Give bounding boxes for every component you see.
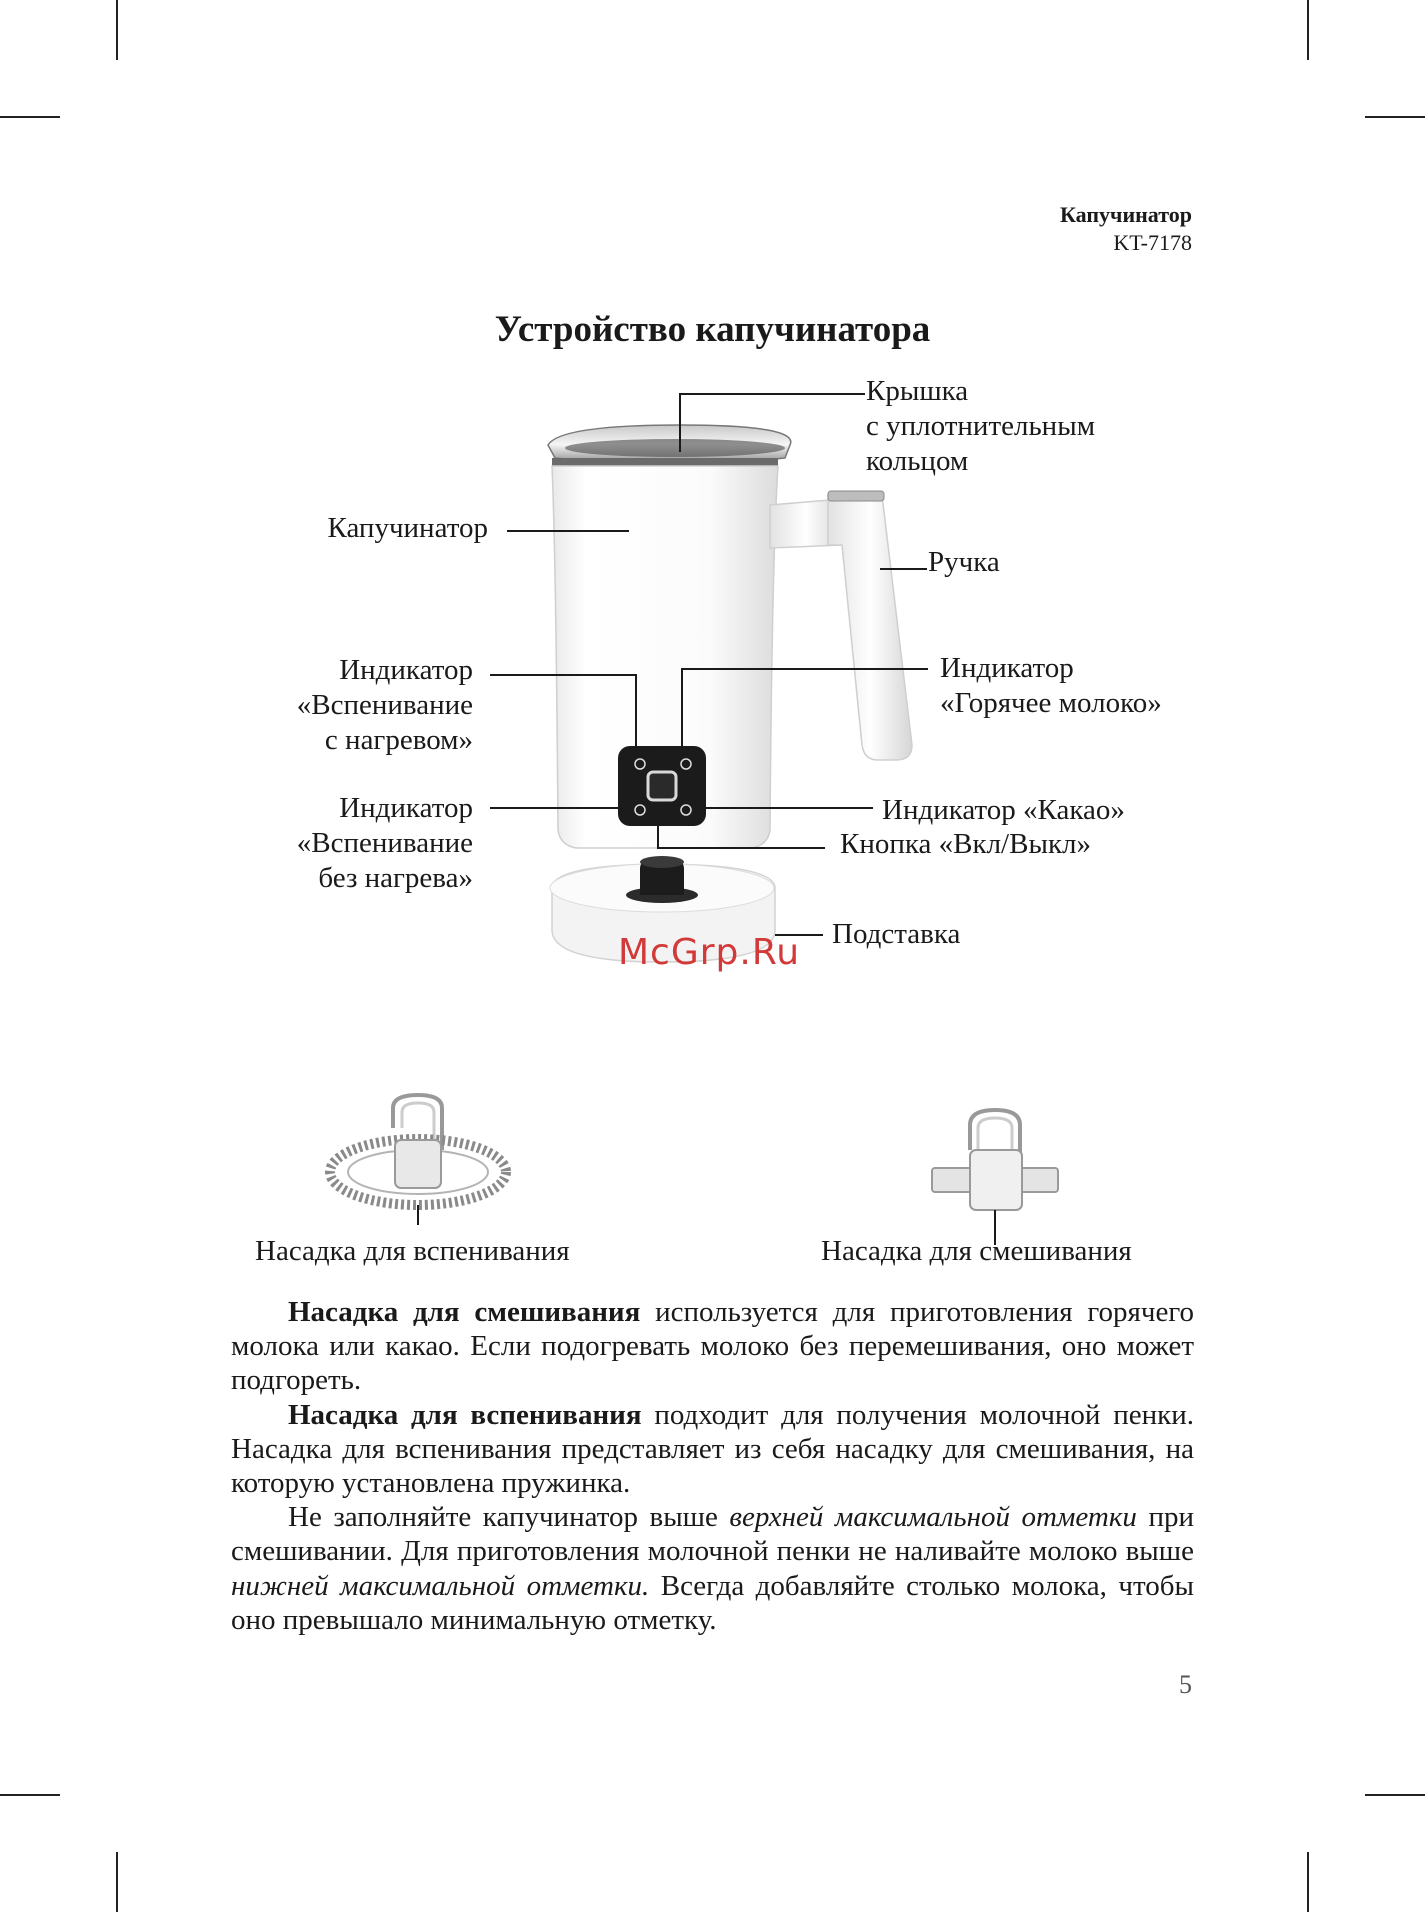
handle — [770, 491, 912, 760]
control-panel — [618, 746, 706, 826]
label-froth-heat-line-1: Индикатор — [339, 654, 473, 686]
label-froth-heat — [297, 653, 473, 758]
label-froth-cold-line-3: без нагрева» — [318, 862, 473, 894]
label-body: Капучинатор — [327, 512, 488, 544]
header-product: Капучинатор — [1060, 202, 1192, 227]
label-handle: Ручка — [928, 546, 1000, 578]
warning-lower-mark: нижней максимальной отметки. — [231, 1569, 650, 1602]
paragraph-frothing-text: подходит для получения молочной пенки. Насадка для вспенивания представляет из себя насадку для смешивания, на которую установлена пружинка. — [231, 1398, 1194, 1500]
label-power: Кнопка «Вкл/Выкл» — [840, 828, 1092, 860]
label-hot-milk-line-1: Индикатор — [940, 652, 1074, 684]
label-lid-line-1: Крышка — [866, 375, 969, 407]
page-title: Устройство капучинатора — [494, 309, 931, 350]
lid — [548, 425, 791, 466]
warning-upper-mark: верхней максимальной отметки — [729, 1501, 1137, 1534]
label-froth-cold-line-2: «Вспенивание — [296, 827, 473, 859]
watermark: McGrp.Ru — [618, 932, 801, 973]
header-model: KT-7178 — [1113, 230, 1192, 255]
paragraph-frothing — [231, 1398, 1194, 1501]
frothing-whisk-image — [330, 1095, 506, 1225]
label-lid-line-3: кольцом — [866, 445, 969, 477]
paragraph-fill-warning — [231, 1500, 1194, 1637]
paragraph-mixing-term: Насадка для смешивания — [288, 1296, 641, 1328]
paragraph-frothing-term: Насадка для вспенивания — [288, 1398, 642, 1431]
page-number: 5 — [1179, 1670, 1192, 1699]
label-cocoa: Индикатор «Какао» — [882, 794, 1125, 826]
paragraph-mixing-text: используется для приготовления горячего молока или какао. Если подогревать молоко без перемешивания, оно может подгореть. — [231, 1296, 1194, 1397]
warning-text-b: при смешивании. Для приготовления молочной пенки не наливайте молоко выше — [231, 1501, 1194, 1568]
label-lid-line-2: с уплотнительным — [866, 410, 1096, 442]
body-text — [231, 1295, 1194, 1637]
label-froth-cold — [297, 791, 473, 896]
caption-mixing: Насадка для смешивания — [821, 1235, 1132, 1267]
label-hot-milk-line-2: «Горячее молоко» — [940, 687, 1162, 719]
warning-text-c: Всегда добавляйте столько молока, чтобы оно превышало минимальную отметку. — [231, 1569, 1194, 1636]
label-froth-heat-line-3: с нагревом» — [324, 724, 473, 756]
label-hot-milk — [940, 651, 1162, 721]
label-froth-heat-line-2: «Вспенивание — [296, 689, 473, 721]
paragraph-mixing — [231, 1295, 1194, 1398]
label-lid — [866, 374, 1095, 479]
mixing-attachment-image — [932, 1110, 1058, 1245]
label-froth-cold-line-1: Индикатор — [339, 792, 473, 824]
caption-frothing: Насадка для вспенивания — [255, 1235, 570, 1267]
warning-text-a: Не заполняйте капучинатор выше — [288, 1501, 730, 1534]
label-base: Подставка — [832, 918, 961, 950]
